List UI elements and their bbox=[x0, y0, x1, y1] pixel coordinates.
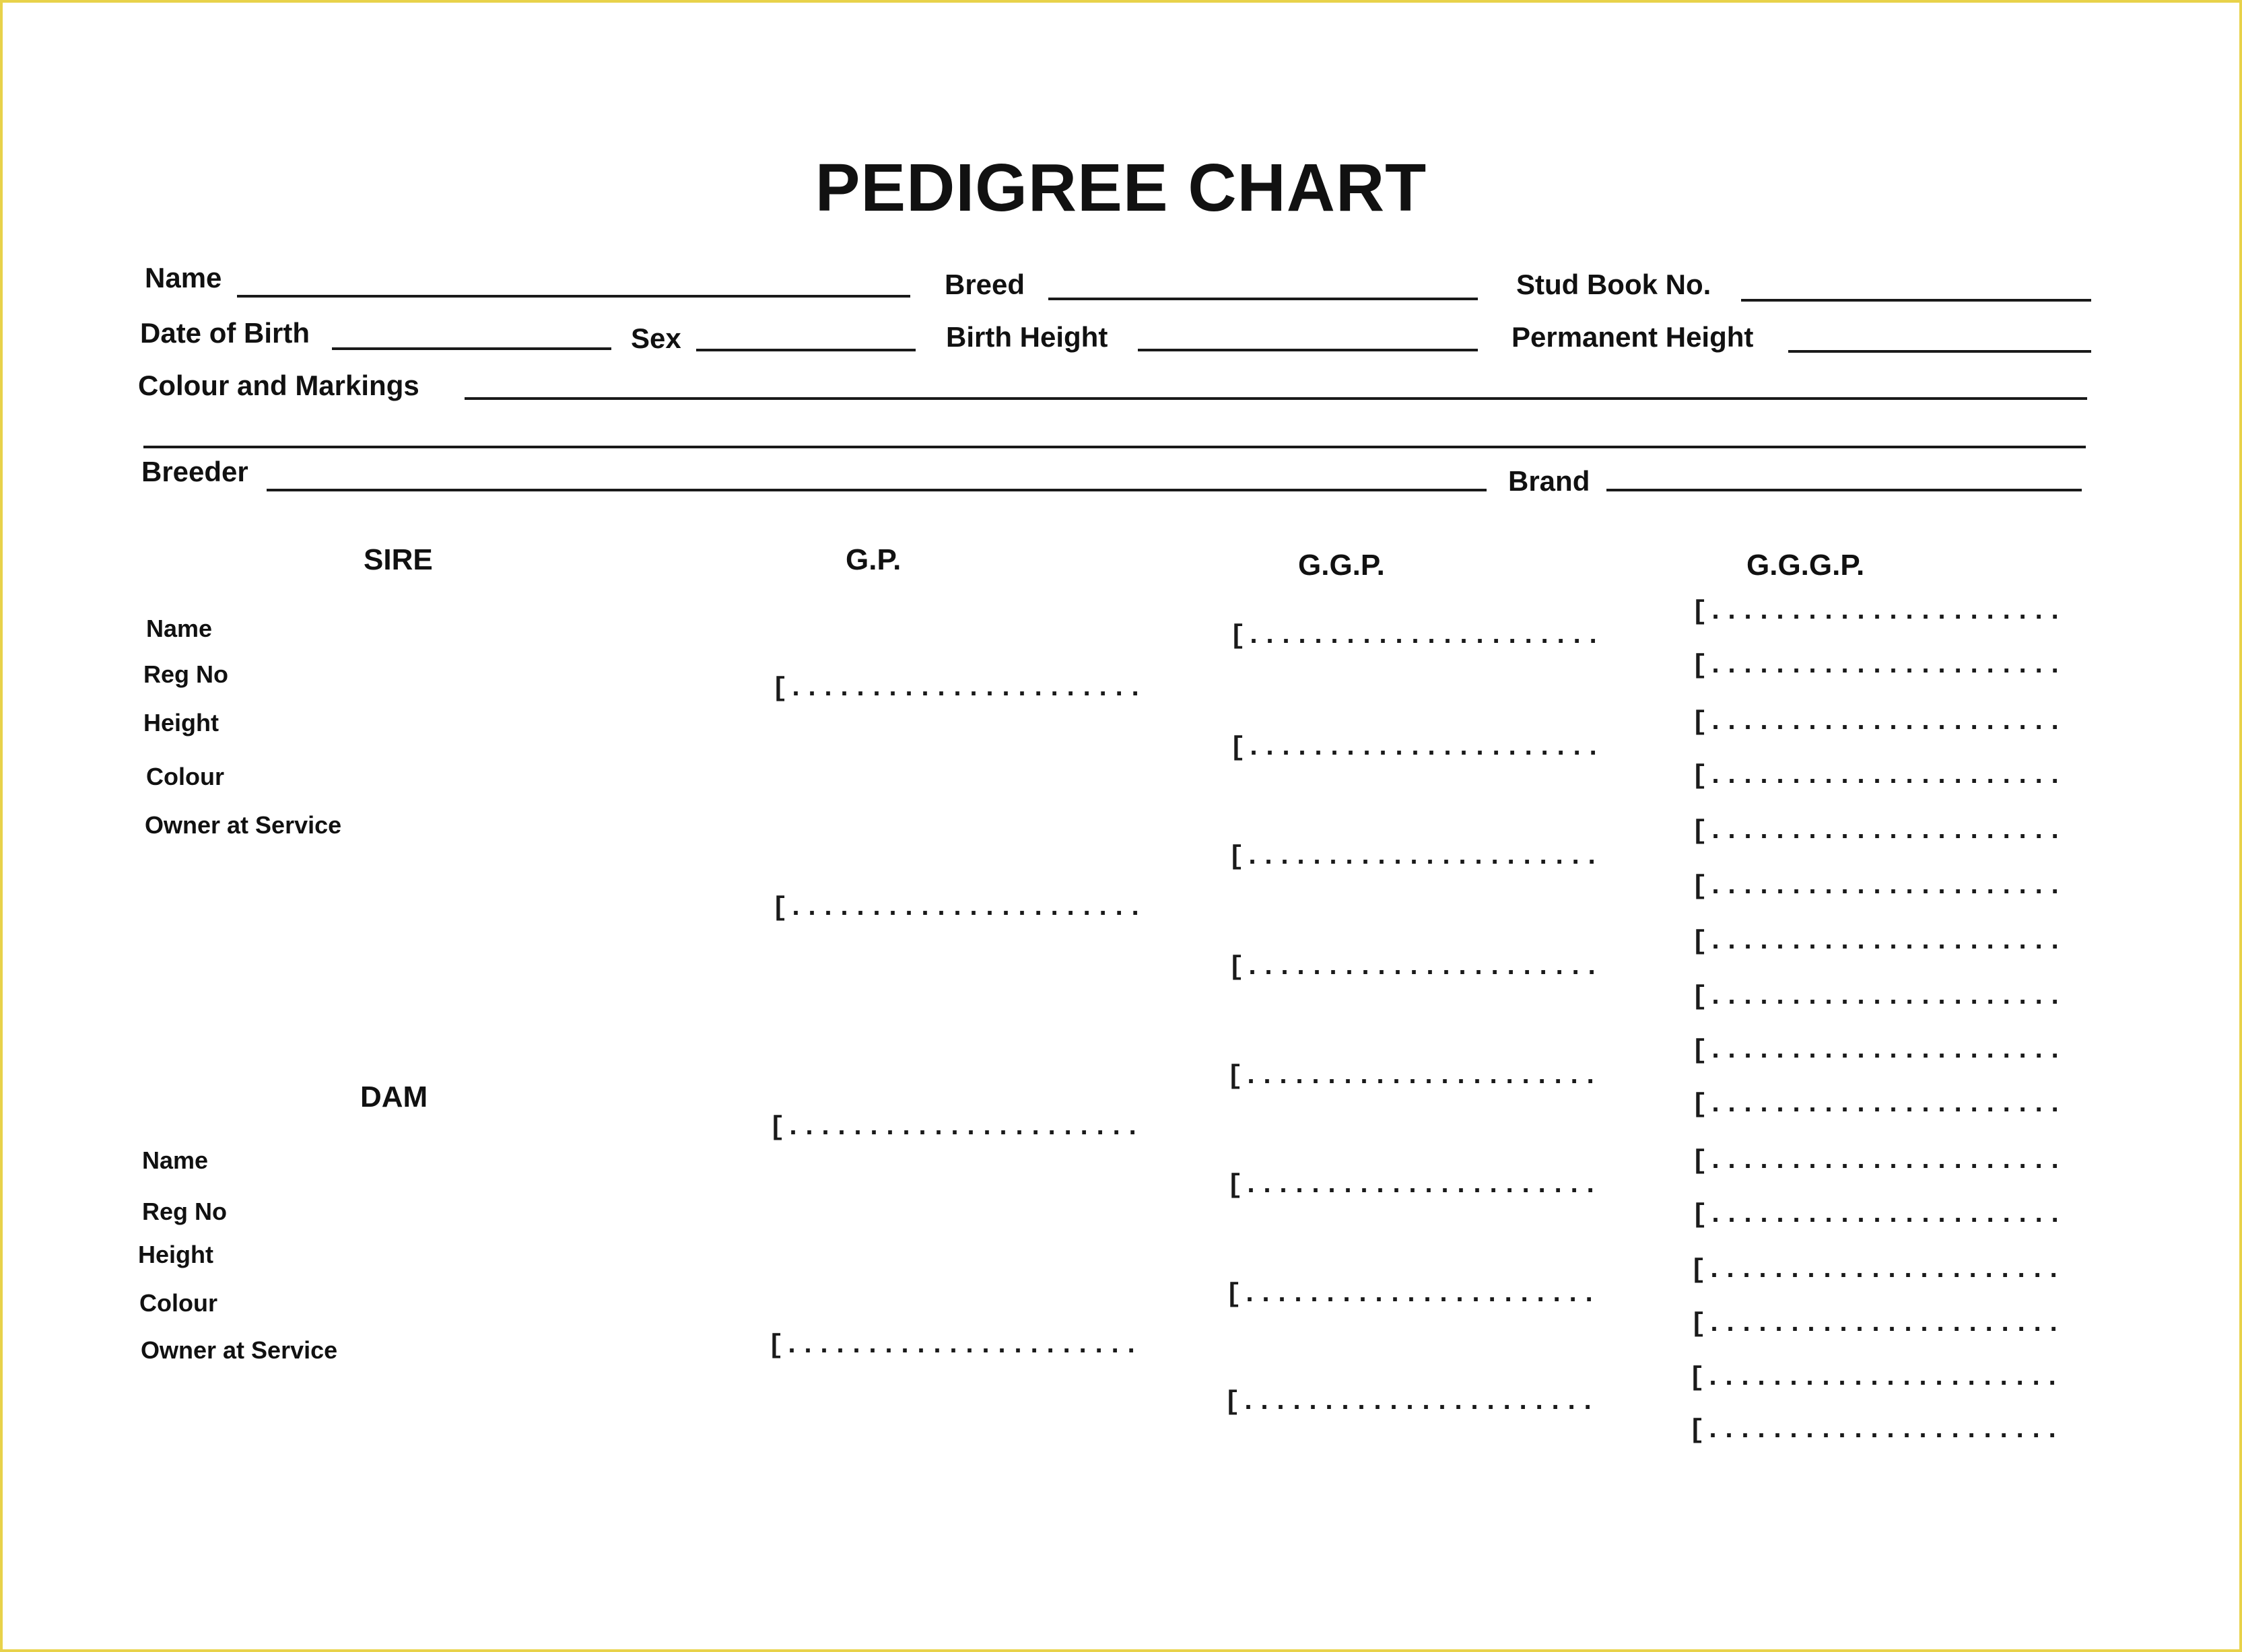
birth-height-label: Birth Height bbox=[946, 321, 1108, 353]
ggp-entry[interactable]: [...................... bbox=[1229, 621, 1602, 652]
ggp-entry[interactable]: [...................... bbox=[1229, 733, 1602, 763]
dam-height-label: Height bbox=[138, 1241, 213, 1268]
gggp-entry[interactable]: [...................... bbox=[1691, 708, 2064, 738]
gggp-entry[interactable]: [...................... bbox=[1691, 927, 2064, 957]
birth-height-field[interactable] bbox=[1138, 349, 1478, 351]
gp-entry[interactable]: [...................... bbox=[772, 893, 1144, 924]
ggp-entry[interactable]: [...................... bbox=[1225, 1280, 1598, 1310]
gggp-heading: G.G.G.P. bbox=[1746, 549, 1865, 582]
gggp-entry[interactable]: [...................... bbox=[1691, 1090, 2064, 1120]
gp-entry[interactable]: [...................... bbox=[768, 1331, 1140, 1361]
sire-name-label: Name bbox=[146, 615, 213, 642]
permanent-height-label: Permanent Height bbox=[1511, 321, 1754, 353]
gggp-entry[interactable]: [...................... bbox=[1690, 1309, 2062, 1340]
sire-reg-no-label: Reg No bbox=[143, 660, 228, 688]
dam-heading: DAM bbox=[360, 1080, 428, 1113]
permanent-height-field[interactable] bbox=[1788, 350, 2091, 353]
ggp-entry[interactable]: [...................... bbox=[1228, 842, 1600, 872]
breeder-label: Breeder bbox=[141, 456, 248, 487]
date-of-birth-label: Date of Birth bbox=[140, 317, 310, 349]
breed-field[interactable] bbox=[1048, 298, 1478, 300]
ggp-entry[interactable]: [...................... bbox=[1228, 953, 1600, 983]
gggp-entry[interactable]: [...................... bbox=[1691, 1146, 2064, 1177]
brand-field[interactable] bbox=[1606, 489, 2082, 491]
sex-field[interactable] bbox=[696, 349, 916, 351]
ggp-entry[interactable]: [...................... bbox=[1227, 1171, 1599, 1201]
gggp-entry[interactable]: [...................... bbox=[1691, 1036, 2064, 1066]
sex-label: Sex bbox=[631, 322, 681, 354]
gggp-entry[interactable]: [...................... bbox=[1689, 1416, 2061, 1446]
gggp-entry[interactable]: [...................... bbox=[1691, 651, 2064, 681]
gggp-entry[interactable]: [...................... bbox=[1691, 817, 2064, 847]
gggp-entry[interactable]: [...................... bbox=[1689, 1363, 2061, 1393]
gp-heading: G.P. bbox=[846, 543, 902, 576]
brand-label: Brand bbox=[1508, 465, 1590, 497]
sire-height-label: Height bbox=[143, 709, 219, 736]
stud-book-no-field[interactable] bbox=[1741, 299, 2091, 302]
page-title: PEDIGREE CHART bbox=[815, 150, 1427, 226]
gp-entry[interactable]: [...................... bbox=[772, 674, 1144, 704]
gggp-entry[interactable]: [...................... bbox=[1691, 1200, 2064, 1231]
dam-reg-no-label: Reg No bbox=[142, 1198, 227, 1225]
gggp-entry[interactable]: [...................... bbox=[1691, 872, 2064, 902]
gggp-entry[interactable]: [...................... bbox=[1691, 761, 2064, 792]
name-field[interactable] bbox=[237, 295, 910, 298]
sire-owner-at-service-label: Owner at Service bbox=[145, 811, 342, 839]
sire-heading: SIRE bbox=[364, 543, 433, 576]
gp-entry[interactable]: [...................... bbox=[769, 1113, 1141, 1143]
date-of-birth-field[interactable] bbox=[332, 347, 611, 350]
ggp-entry[interactable]: [...................... bbox=[1224, 1387, 1596, 1418]
dam-name-label: Name bbox=[142, 1146, 209, 1174]
breeder-field[interactable] bbox=[267, 489, 1487, 491]
gggp-entry[interactable]: [...................... bbox=[1691, 597, 2064, 627]
gggp-entry[interactable]: [...................... bbox=[1690, 1255, 2062, 1286]
ggp-heading: G.G.P. bbox=[1298, 549, 1385, 582]
dam-owner-at-service-label: Owner at Service bbox=[141, 1336, 338, 1364]
sire-colour-label: Colour bbox=[146, 763, 224, 790]
dam-colour-label: Colour bbox=[139, 1289, 217, 1317]
gggp-entry[interactable]: [...................... bbox=[1691, 982, 2064, 1012]
breed-label: Breed bbox=[945, 269, 1025, 300]
stud-book-no-label: Stud Book No. bbox=[1516, 269, 1711, 300]
name-label: Name bbox=[145, 262, 222, 294]
colour-and-markings-label: Colour and Markings bbox=[138, 370, 419, 401]
ggp-entry[interactable]: [...................... bbox=[1227, 1062, 1599, 1092]
colour-and-markings-field-line-2[interactable] bbox=[143, 446, 2086, 448]
colour-and-markings-field[interactable] bbox=[465, 397, 2087, 400]
